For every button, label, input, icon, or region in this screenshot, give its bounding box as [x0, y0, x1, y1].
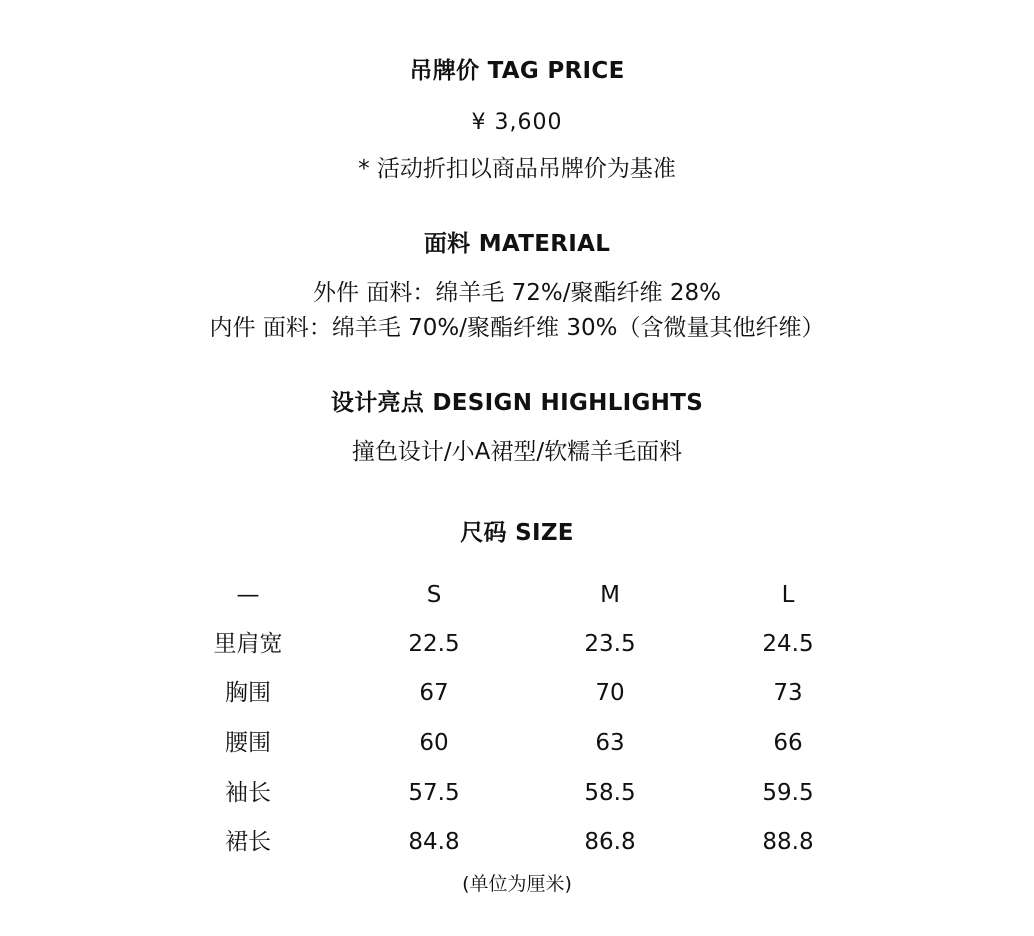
size-heading: 尺码 SIZE — [460, 520, 574, 546]
row-label: 袖长 — [225, 780, 271, 806]
cell-l: 66 — [773, 730, 803, 756]
discount-note: * 活动折扣以商品吊牌价为基准 — [358, 156, 676, 182]
row-label: 里肩宽 — [213, 631, 283, 657]
cell-s: 60 — [419, 730, 449, 756]
cell-s: 67 — [419, 680, 449, 706]
cell-s: 84.8 — [408, 829, 460, 855]
cell-l: 88.8 — [762, 829, 814, 855]
material-line-outer: 外件 面料：绵羊毛 72%/聚酯纤维 28% — [313, 280, 721, 306]
cell-m: 23.5 — [584, 631, 636, 657]
cell-l: 59.5 — [762, 780, 814, 806]
size-header-m: M — [600, 582, 620, 608]
tag-price-value: ¥ 3,600 — [471, 110, 563, 135]
size-header-corner: — — [236, 582, 260, 608]
material-heading: 面料 MATERIAL — [423, 231, 611, 257]
cell-s: 22.5 — [408, 631, 460, 657]
unit-note: (单位为厘米) — [462, 873, 572, 895]
cell-m: 63 — [595, 730, 625, 756]
row-label: 胸围 — [225, 680, 271, 706]
tag-price-heading: 吊牌价 TAG PRICE — [409, 58, 625, 84]
size-header-l: L — [781, 582, 795, 608]
row-label: 裙长 — [225, 829, 271, 855]
cell-m: 70 — [595, 680, 625, 706]
cell-m: 86.8 — [584, 829, 636, 855]
cell-m: 58.5 — [584, 780, 636, 806]
material-line-inner: 内件 面料：绵羊毛 70%/聚酯纤维 30%（含微量其他纤维） — [209, 315, 825, 341]
design-heading: 设计亮点 DESIGN HIGHLIGHTS — [330, 390, 704, 416]
row-label: 腰围 — [225, 730, 271, 756]
size-header-s: S — [426, 582, 442, 608]
cell-l: 73 — [773, 680, 803, 706]
cell-s: 57.5 — [408, 780, 460, 806]
cell-l: 24.5 — [762, 631, 814, 657]
design-highlights-text: 撞色设计/小A裙型/软糯羊毛面料 — [351, 439, 683, 465]
